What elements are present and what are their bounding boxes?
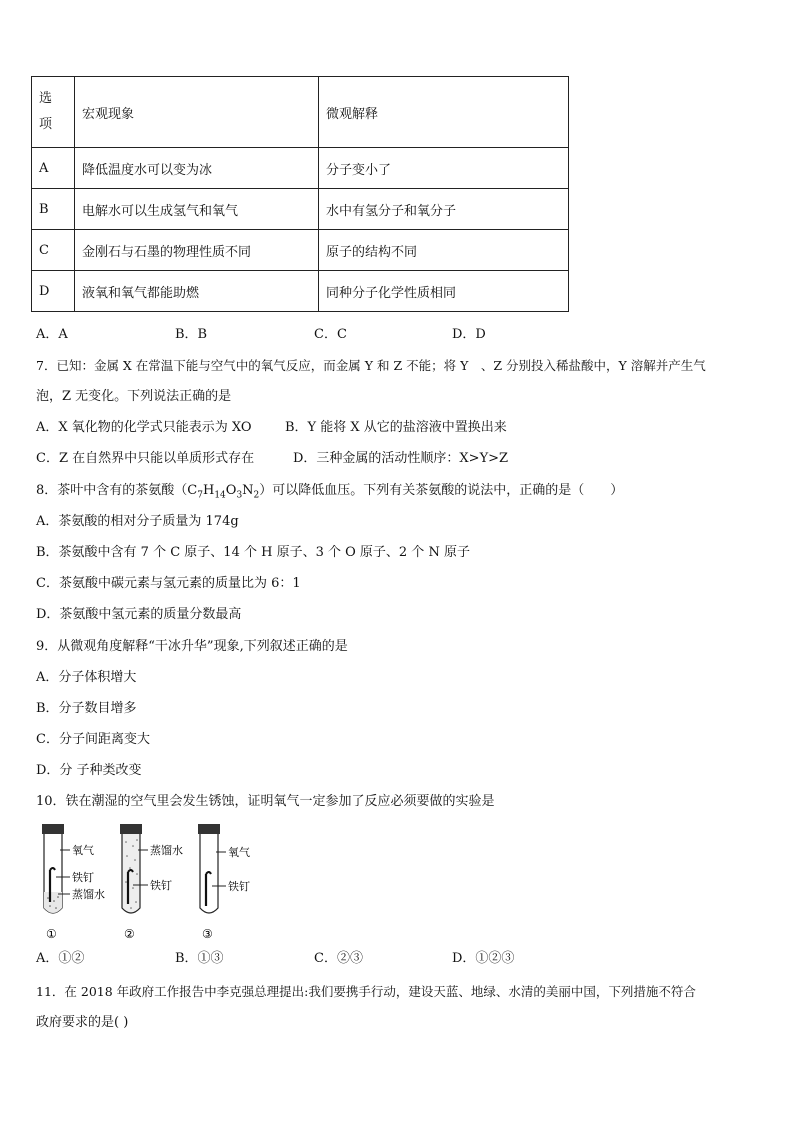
q10-choice-b: B．①③	[175, 951, 224, 966]
tube-number-1: ①	[46, 927, 57, 941]
cell-micro: 原子的结构不同	[319, 230, 569, 271]
cell-option: B	[32, 189, 75, 230]
q9-stem: 9．从微观角度解释“干冰升华”现象,下列叙述正确的是	[36, 639, 348, 654]
q6-choice-d: D．D	[452, 327, 486, 342]
q7-stem-line2: 泡，Z 无变化。下列说法正确的是	[36, 389, 232, 404]
label-nail-3: 铁钉	[228, 880, 250, 893]
q8-choice-d: D．茶氨酸中氢元素的质量分数最高	[36, 607, 242, 622]
label-water-2: 蒸馏水	[150, 844, 183, 857]
comparison-table	[31, 76, 569, 312]
test-tube-3	[198, 824, 250, 941]
q11-stem-line2: 政府要求的是( )	[36, 1015, 129, 1030]
cell-macro: 电解水可以生成氢气和氧气	[75, 189, 319, 230]
table-row	[32, 148, 569, 189]
table-row	[32, 189, 569, 230]
cell-micro: 水中有氢分子和氧分子	[319, 189, 569, 230]
q7-choice-b: B．Y 能将 X 从它的盐溶液中置换出来	[285, 420, 507, 435]
q8-stem-after: ）可以降低血压。下列有关茶氨酸的说法中，正确的是（ ）	[259, 483, 624, 498]
header-option-line2: 项	[39, 117, 53, 132]
header-option-line1: 选	[39, 91, 53, 106]
cell-option: D	[32, 271, 75, 312]
q8-choice-a: A．茶氨酸的相对分子质量为 174g	[36, 514, 239, 529]
header-option	[32, 77, 75, 148]
q7-stem-line1: 7．已知：金属 X 在常温下能与空气中的氧气反应，而金属 Y 和 Z 不能；将 Y 、Z 分别投入稀盐酸中，Y 溶解并产生气	[36, 358, 706, 373]
q8-stem	[36, 482, 623, 500]
stopper-3	[198, 824, 220, 834]
table-row	[32, 230, 569, 271]
q9-choice-d: D．分 子种类改变	[36, 763, 142, 778]
q8-stem-before: 8．茶叶中含有的茶氨酸（	[36, 483, 188, 498]
label-water-1: 蒸馏水	[72, 888, 105, 901]
label-oxygen-3: 氧气	[228, 846, 250, 859]
q7-choice-d: D．三种金属的活动性顺序：X>Y>Z	[293, 451, 509, 466]
cell-micro: 同种分子化学性质相同	[319, 271, 569, 312]
q11-stem-line1: 11．在 2018 年政府工作报告中李克强总理提出:我们要携手行动，建设天蓝、地绿、水清的美丽中国，下列措施不符合	[36, 984, 696, 999]
q10-choice-a: A．①②	[36, 951, 85, 966]
q7-choice-c: C．Z 在自然界中只能以单质形式存在	[36, 451, 255, 466]
q9-choice-c: C．分子间距离变大	[36, 732, 150, 747]
tube-number-2: ②	[124, 927, 135, 941]
table-header-row	[32, 77, 569, 148]
teanine-formula: $C_7H_{14}O_3N_2$	[187, 483, 260, 501]
cell-macro: 金刚石与石墨的物理性质不同	[75, 230, 319, 271]
label-oxygen-1: 氧气	[72, 844, 94, 857]
table-row	[32, 271, 569, 312]
tube-number-3: ③	[202, 927, 213, 941]
q10-choice-d: D．①②③	[452, 951, 515, 966]
cell-macro: 液氧和氧气都能助燃	[75, 271, 319, 312]
q6-choice-b: B．B	[175, 327, 208, 342]
q10-stem: 10．铁在潮湿的空气里会发生锈蚀，证明氧气一定参加了反应必须要做的实验是	[36, 794, 495, 809]
q8-choice-c: C．茶氨酸中碳元素与氢元素的质量比为 6：1	[36, 576, 301, 591]
test-tube-1	[42, 824, 105, 941]
q9-choice-b: B．分子数目增多	[36, 701, 137, 716]
stopper-1	[42, 824, 64, 834]
cell-micro: 分子变小了	[319, 148, 569, 189]
q7-choice-a: A．X 氧化物的化学式只能表示为 XO	[36, 420, 252, 435]
q10-choice-c: C．②③	[314, 951, 363, 966]
cell-option: A	[32, 148, 75, 189]
stopper-2	[120, 824, 142, 834]
cell-option: C	[32, 230, 75, 271]
cell-macro: 降低温度水可以变为冰	[75, 148, 319, 189]
header-micro: 微观解释	[319, 77, 569, 148]
label-nail-2: 铁钉	[150, 879, 172, 892]
test-tube-2	[120, 824, 183, 941]
q9-choice-a: A．分子体积增大	[36, 670, 137, 685]
q6-choice-c: C．C	[314, 327, 347, 342]
header-macro: 宏观现象	[75, 77, 319, 148]
test-tubes-figure	[36, 822, 256, 942]
q6-choice-a: A．A	[36, 327, 68, 342]
q8-choice-b: B．茶氨酸中含有 7 个 C 原子、14 个 H 原子、3 个 O 原子、2 个 N 原子	[36, 545, 470, 560]
label-nail-1: 铁钉	[72, 871, 94, 884]
